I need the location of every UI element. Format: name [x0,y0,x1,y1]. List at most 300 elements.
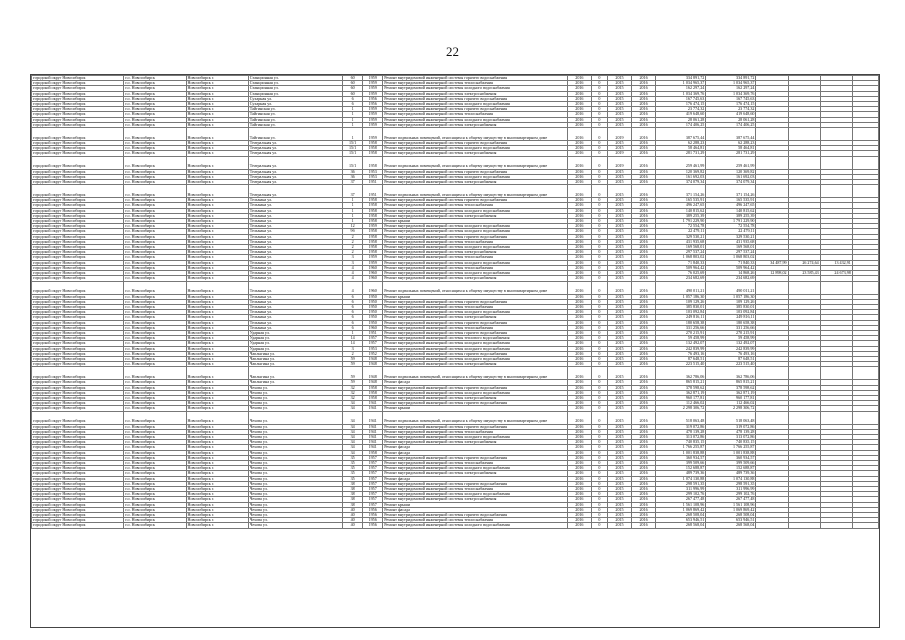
cell-settlement: г.о. Новосибирск [124,271,186,276]
cell-year: 1956 [363,523,383,528]
cell-end-year: 2016 [632,320,656,325]
cell-plan-year: 2016 [567,81,591,86]
cell-cost-fund: 496 247,65 [706,203,756,208]
cell-work-type: Ремонт внутридомовой инженерной системы холодного водоснабжения [383,466,568,471]
cell-year: 1959 [363,76,383,81]
cell-cost-total: 161 692,03 [656,174,706,179]
cell-zero-col: 0 [591,234,607,239]
cell-work-type: Ремонт внутридомовой инженерной системы холодного водоснабжения [383,146,568,151]
cell-start-year: 2015 [607,518,631,523]
cell-work-type: Ремонт внутридомовой инженерной системы теплоснабжения [383,239,568,244]
cell-year: 1941 [363,406,383,411]
cell-settlement: г.о. Новосибирск [124,320,186,325]
cell-municipality: городской округ Новосибирск [32,330,124,335]
cell-city: Новосибирск г. [186,146,248,151]
cell-year: 1958 [363,385,383,390]
cell-cost-fund: 1 057 186,30 [706,294,756,299]
cell-end-year: 2016 [632,151,656,156]
cell-street: Чехова ул. [248,401,342,406]
cell-house: 38 [343,492,363,497]
cell-cost-fund: 1 068 803,02 [706,255,756,260]
cell-cost-fund: 2 298 306,72 [706,406,756,411]
cell-work-type: Ремонт внутридомовой инженерной системы горячего водоснабжения [383,330,568,335]
cell-cost-total: 176 474,15 [656,102,706,107]
cell-city: Новосибирск г. [186,481,248,486]
cell-work-type: Ремонт внутридомовой инженерной системы электроснабжения [383,497,568,502]
cell-settlement: г.о. Новосибирск [124,219,186,224]
cell-settlement: г.о. Новосибирск [124,128,186,141]
cell-municipality: городской округ Новосибирск [32,304,124,309]
cell-cost-fund: 174 406,25 [706,122,756,127]
cell-settlement: г.о. Новосибирск [124,395,186,400]
cell-start-year: 2015 [607,250,631,255]
cell-work-type: Ремонт внутридомовой инженерной системы холодного водоснабжения [383,271,568,276]
cell-zero-col: 0 [591,346,607,351]
cell-house: 35 [343,476,363,481]
cell-plan-year: 2016 [567,330,591,335]
cell-work-type: Ремонт внутридомовой инженерной системы холодного водоснабжения [383,434,568,439]
cell-end-year: 2016 [632,128,656,141]
cell-plan-year: 2016 [567,481,591,486]
cell-street: Тельмана ул. [248,271,342,276]
cell-city: Новосибирск г. [186,304,248,309]
cell-cost-total: 297 537,24 [656,250,706,255]
cell-settlement: г.о. Новосибирск [124,523,186,528]
cell-end-year: 2016 [632,395,656,400]
cell-start-year: 2015 [607,507,631,512]
cell-settlement: г.о. Новосибирск [124,260,186,265]
cell-start-year: 2015 [607,255,631,260]
cell-house: 38 [343,502,363,507]
cell-city: Новосибирск г. [186,169,248,174]
cell-city: Новосибирск г. [186,502,248,507]
cell-start-year: 2015 [607,224,631,229]
cell-city: Новосибирск г. [186,406,248,411]
cell-street: Тельмана ул. [248,245,342,250]
cell-start-year: 2015 [607,481,631,486]
cell-cost-total: 162 297,24 [656,86,706,91]
cell-street: Чехова ул. [248,507,342,512]
cell-plan-year: 2016 [567,362,591,367]
cell-cost-fund: 1 561 108,96 [706,502,756,507]
cell-city: Новосибирск г. [186,315,248,320]
cell-zero-col: 0 [591,445,607,450]
cell-cost-fund: 518 063,48 [706,411,756,424]
cell-street: Тельмана ул. [248,276,342,281]
cell-street: Чехова ул. [248,385,342,390]
cell-city: Новосибирск г. [186,112,248,117]
cell-cost-fund: 1 034 965,37 [706,81,756,86]
cell-start-year: 2015 [607,122,631,127]
cell-work-type: Ремонт внутридомовой инженерной системы горячего водоснабжения [383,513,568,518]
cell-municipality: городской округ Новосибирск [32,156,124,169]
cell-end-year: 2016 [632,434,656,439]
cell-cost-fund: 76 493,16 [706,351,756,356]
cell-street: Тайгинская ул. [248,107,342,112]
cell-city: Новосибирск г. [186,466,248,471]
cell-house: 2 [343,245,363,250]
cell-start-year: 2015 [607,141,631,146]
cell-settlement: г.о. Новосибирск [124,390,186,395]
cell-year: 1958 [363,250,383,255]
cell-street: Чехова ул. [248,406,342,411]
cell-end-year: 2016 [632,122,656,127]
cell-year: 1958 [363,450,383,455]
cell-end-year: 2016 [632,96,656,101]
cell-settlement: г.о. Новосибирск [124,434,186,439]
cell-cost-fund: 140 815,62 [706,208,756,213]
cell-start-year: 2015 [607,299,631,304]
cell-street: Тельмана ул. [248,213,342,218]
cell-work-type: Ремонт внутридомовой инженерной системы теплоснабжения [383,304,568,309]
cell-cost-total: 259 461,99 [656,156,706,169]
cell-zero-col: 0 [591,304,607,309]
cell-house: 2 [343,234,363,239]
cell-end-year: 2016 [632,507,656,512]
cell-street: Чехова ул. [248,471,342,476]
cell-house: 59 [343,367,363,380]
cell-city: Новосибирск г. [186,411,248,424]
cell-cost-total: 1 069 869,42 [656,507,706,512]
cell-municipality: городской округ Новосибирск [32,239,124,244]
cell-plan-year: 2016 [567,440,591,445]
cell-plan-year: 2016 [567,507,591,512]
cell-cost-extra-2: 26 274,64 [788,260,820,265]
cell-street: Тельмана ул. [248,219,342,224]
cell-municipality: городской округ Новосибирск [32,362,124,367]
cell-end-year: 2016 [632,185,656,198]
cell-plan-year: 2016 [567,169,591,174]
cell-municipality: городской округ Новосибирск [32,151,124,156]
cell-work-type: Ремонт подвальных помещений, относящихся к общему имуществу в многоквартирном доме [383,156,568,169]
cell-street: Чехова ул. [248,513,342,518]
cell-year: 1958 [363,245,383,250]
cell-end-year: 2016 [632,450,656,455]
cell-work-type: Ремонт подвальных помещений, относящихся к общему имуществу в многоквартирном доме [383,367,568,380]
cell-municipality: городской округ Новосибирск [32,81,124,86]
cell-start-year: 2015 [607,450,631,455]
cell-year: 1951 [363,180,383,185]
cell-house: 6 [343,310,363,315]
cell-municipality: городской округ Новосибирск [32,102,124,107]
cell-plan-year: 2016 [567,466,591,471]
cell-zero-col: 0 [591,219,607,224]
cell-year: 1958 [363,146,383,151]
cell-work-type: Ремонт внутридомовой инженерной системы электроснабжения [383,250,568,255]
cell-end-year: 2016 [632,299,656,304]
cell-plan-year: 2016 [567,146,591,151]
cell-year: 1959 [363,224,383,229]
cell-zero-col: 0 [591,401,607,406]
cell-settlement: г.о. Новосибирск [124,255,186,260]
cell-cost-total: 313 072,86 [656,434,706,439]
cell-house: 32 [343,390,363,395]
cell-start-year: 2015 [607,325,631,330]
cell-cost-fund: 162 297,24 [706,86,756,91]
cell-city: Новосибирск г. [186,250,248,255]
cell-house: 40 [343,507,363,512]
cell-settlement: г.о. Новосибирск [124,401,186,406]
cell-municipality: городской округ Новосибирск [32,380,124,385]
cell-year: 1941 [363,401,383,406]
cell-cost-fund: 374 079,34 [706,180,756,185]
cell-year: 1956 [363,102,383,107]
cell-cost-fund: 362 871,19 [706,390,756,395]
cell-year: 1958 [363,151,383,156]
cell-city: Новосибирск г. [186,487,248,492]
cell-settlement: г.о. Новосибирск [124,315,186,320]
cell-end-year: 2016 [632,481,656,486]
cell-city: Новосибирск г. [186,198,248,203]
cell-settlement: г.о. Новосибирск [124,440,186,445]
cell-zero-col: 0 [591,122,607,127]
cell-cost-total: 103 092,84 [656,310,706,315]
cell-zero-col: 0 [591,330,607,335]
cell-year: 1941 [363,411,383,424]
cell-house: 15/1 [343,146,363,151]
cell-year: 1953 [363,169,383,174]
cell-start-year: 2015 [607,390,631,395]
cell-start-year: 2015 [607,406,631,411]
cell-cost-extra-4 [852,367,878,380]
cell-municipality: городской округ Новосибирск [32,523,124,528]
cell-start-year: 2015 [607,304,631,309]
cell-cost-fund: 169 568,01 [706,245,756,250]
cell-cost-extra-4 [852,411,878,424]
cell-house: 12 [343,224,363,229]
cell-street: Чаплыгина ул. [248,356,342,361]
cell-cost-extra-2 [788,185,820,198]
cell-house: 35 [343,466,363,471]
table-body [32,76,879,529]
cell-city: Новосибирск г. [186,185,248,198]
cell-settlement: г.о. Новосибирск [124,213,186,218]
cell-plan-year: 2016 [567,346,591,351]
cell-cost-extra-4 [852,128,878,141]
cell-cost-total: 234 682,69 [656,276,706,281]
cell-year: 1951 [363,330,383,335]
cell-house: 6 [343,325,363,330]
cell-work-type: Ремонт внутридомовой инженерной системы горячего водоснабжения [383,320,568,325]
cell-municipality: городской округ Новосибирск [32,466,124,471]
cell-plan-year: 2016 [567,492,591,497]
cell-end-year: 2016 [632,492,656,497]
cell-cost-total: 478 139,28 [656,429,706,434]
cell-zero-col: 0 [591,299,607,304]
cell-cost-total: 385 830,01 [656,304,706,309]
cell-cost-extra-1: 12 898,02 [756,271,788,276]
cell-plan-year: 2016 [567,208,591,213]
cell-start-year: 2015 [607,112,631,117]
cell-plan-year: 2016 [567,390,591,395]
cell-street: Чаплыгина ул. [248,380,342,385]
cell-city: Новосибирск г. [186,281,248,294]
cell-municipality: городской округ Новосибирск [32,325,124,330]
cell-settlement: г.о. Новосибирск [124,513,186,518]
cell-city: Новосибирск г. [186,380,248,385]
cell-municipality: городской округ Новосибирск [32,346,124,351]
cell-city: Новосибирск г. [186,351,248,356]
cell-work-type: Ремонт фасада [383,380,568,385]
cell-municipality: городской округ Новосибирск [32,281,124,294]
cell-municipality: городской округ Новосибирск [32,507,124,512]
cell-cost-total: 1 001 838,88 [656,450,706,455]
cell-cost-total: 431 935,68 [656,239,706,244]
cell-zero-col: 0 [591,440,607,445]
cell-cost-fund: 399 509,66 [706,460,756,465]
cell-end-year: 2016 [632,367,656,380]
cell-zero-col: 0 [591,390,607,395]
cell-year: 1957 [363,476,383,481]
cell-cost-total: 319 072,86 [656,424,706,429]
cell-zero-col: 0 [591,265,607,270]
cell-work-type: Ремонт внутридомовой инженерной системы теплоснабжения [383,255,568,260]
cell-cost-fund: 331 256,66 [706,325,756,330]
cell-cost-total: 653 946,51 [656,518,706,523]
cell-municipality: городской округ Новосибирск [32,128,124,141]
cell-plan-year: 2016 [567,513,591,518]
cell-settlement: г.о. Новосибирск [124,146,186,151]
cell-settlement: г.о. Новосибирск [124,174,186,179]
cell-cost-total: 387 675,44 [656,128,706,141]
cell-house: 38 [343,481,363,486]
cell-start-year: 2015 [607,320,631,325]
cell-settlement: г.о. Новосибирск [124,385,186,390]
cell-city: Новосибирск г. [186,390,248,395]
cell-house: 36 [343,169,363,174]
cell-settlement: г.о. Новосибирск [124,156,186,169]
cell-street: Ударная ул. [248,336,342,341]
cell-year: 1957 [363,492,383,497]
cell-cost-fund: 28 061,28 [706,117,756,122]
cell-street: Чехова ул. [248,476,342,481]
cell-end-year: 2016 [632,390,656,395]
cell-settlement: г.о. Новосибирск [124,208,186,213]
cell-zero-col: 0 [591,271,607,276]
cell-street: Чаплыгина ул. [248,362,342,367]
cell-city: Новосибирск г. [186,141,248,146]
cell-start-year: 2015 [607,107,631,112]
cell-end-year: 2016 [632,271,656,276]
cell-street: Чехова ул. [248,460,342,465]
cell-settlement: г.о. Новосибирск [124,245,186,250]
cell-settlement: г.о. Новосибирск [124,151,186,156]
cell-plan-year: 2016 [567,281,591,294]
cell-end-year: 2016 [632,180,656,185]
cell-work-type: Ремонт внутридомовой инженерной системы холодного водоснабжения [383,341,568,346]
cell-end-year: 2016 [632,91,656,96]
cell-street: Тельмана ул. [248,239,342,244]
cell-cost-total: 299 102,76 [656,492,706,497]
cell-end-year: 2016 [632,76,656,81]
cell-work-type: Ремонт внутридомовой инженерной системы электроснабжения [383,395,568,400]
cell-house: 3 [343,346,363,351]
cell-municipality: городской округ Новосибирск [32,76,124,81]
cell-start-year: 2015 [607,513,631,518]
cell-city: Новосибирск г. [186,346,248,351]
cell-house: 15/1 [343,141,363,146]
cell-cost-total: 334 891,72 [656,76,706,81]
cell-start-year: 2015 [607,440,631,445]
cell-city: Новосибирск г. [186,471,248,476]
cell-cost-total: 496 247,65 [656,203,706,208]
cell-municipality: городской округ Новосибирск [32,487,124,492]
cell-municipality: городской округ Новосибирск [32,450,124,455]
cell-municipality: городской округ Новосибирск [32,395,124,400]
cell-settlement: г.о. Новосибирск [124,380,186,385]
cell-plan-year: 2016 [567,406,591,411]
cell-end-year: 2016 [632,523,656,528]
cell-work-type: Ремонт внутридомовой инженерной системы горячего водоснабжения [383,141,568,146]
cell-cost-fund: 865 815,21 [706,380,756,385]
cell-cost-total: 518 063,48 [656,411,706,424]
cell-house: 40 [343,518,363,523]
cell-year: 1950 [363,294,383,299]
cell-settlement: г.о. Новосибирск [124,362,186,367]
cell-street: Станционная ул. [248,81,342,86]
page-number: 22 [446,44,459,59]
cell-zero-col: 0 [591,198,607,203]
cell-zero-col: 0 [591,102,607,107]
cell-plan-year: 2016 [567,411,591,424]
cell-cost-extra-1 [756,523,788,528]
cell-year: 1958 [363,239,383,244]
cell-year: 1960 [363,325,383,330]
cell-work-type: Ремонт фасада [383,450,568,455]
cell-cost-fund: 132 492,07 [706,341,756,346]
cell-zero-col: 0 [591,81,607,86]
cell-cost-fund: 960 177,81 [706,395,756,400]
cell-end-year: 2016 [632,156,656,169]
cell-house: 1 [343,330,363,335]
cell-zero-col: 0 [591,146,607,151]
cell-end-year: 2016 [632,239,656,244]
cell-zero-col: 0 [591,76,607,81]
cell-municipality: городской округ Новосибирск [32,276,124,281]
cell-city: Новосибирск г. [186,294,248,299]
cell-start-year: 2015 [607,476,631,481]
cell-city: Новосибирск г. [186,492,248,497]
cell-municipality: городской округ Новосибирск [32,434,124,439]
cell-end-year: 2016 [632,487,656,492]
cell-house: 4 [343,276,363,281]
cell-municipality: городской округ Новосибирск [32,260,124,265]
cell-year: 1950 [363,304,383,309]
cell-house: 1 [343,128,363,141]
cell-cost-extra-4 [852,156,878,169]
cell-end-year: 2016 [632,276,656,281]
cell-end-year: 2016 [632,219,656,224]
cell-cost-total: 1 034 369,76 [656,91,706,96]
cell-zero-col: 0 [591,208,607,213]
cell-settlement: г.о. Новосибирск [124,229,186,234]
cell-settlement: г.о. Новосибирск [124,492,186,497]
cell-street: Станционная ул. [248,76,342,81]
cell-work-type: Ремонт внутридомовой инженерной системы холодного водоснабжения [383,356,568,361]
cell-city: Новосибирск г. [186,117,248,122]
cell-settlement: г.о. Новосибирск [124,481,186,486]
cell-city: Новосибирск г. [186,180,248,185]
cell-cost-fund: 431 935,68 [706,239,756,244]
cell-settlement: г.о. Новосибирск [124,455,186,460]
cell-work-type: Ремонт внутридомовой инженерной системы горячего водоснабжения [383,198,568,203]
cell-municipality: городской округ Новосибирск [32,341,124,346]
cell-city: Новосибирск г. [186,367,248,380]
cell-settlement: г.о. Новосибирск [124,281,186,294]
cell-municipality: городской округ Новосибирск [32,294,124,299]
cell-end-year: 2016 [632,336,656,341]
cell-settlement: г.о. Новосибирск [124,304,186,309]
